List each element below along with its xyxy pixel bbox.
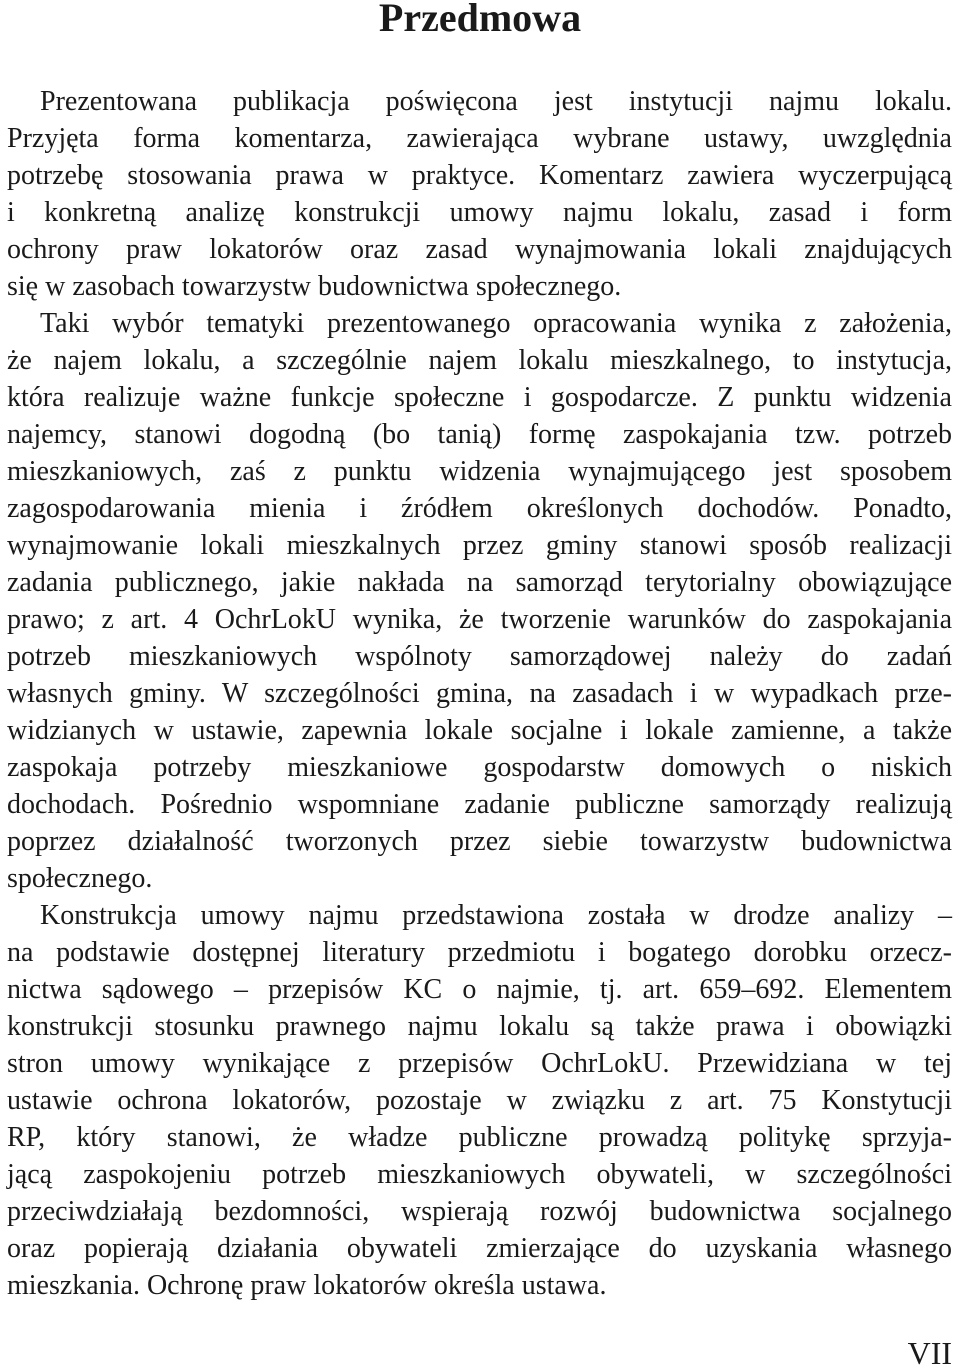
paragraph-3 <box>7 897 952 1304</box>
text-line: Konstrukcja umowy najmu przedstawiona została w drodze analizy – <box>40 900 952 931</box>
text-line: zadania publicznego, jakie nakłada na samorząd terytorialny obowiązujące <box>7 567 952 598</box>
text-line: jącą zaspokojeniu potrzeb mieszkaniowych obywateli, w szczególności <box>7 1159 952 1190</box>
text-line: RP, który stanowi, że władze publiczne prowadzą politykę sprzyja- <box>7 1122 952 1153</box>
text-line: społecznego. <box>7 863 153 894</box>
text-line: prawo; z art. 4 OchrLokU wynika, że tworzenie warunków do zaspokajania <box>7 604 952 635</box>
text-line: mieszkaniowych, zaś z punktu widzenia wynajmującego jest sposobem <box>7 456 952 487</box>
text-line: najemcy, stanowi dogodną (bo tanią) formę zaspokajania tzw. potrzeb <box>7 419 952 450</box>
text-line: przeciwdziałają bezdomności, wspierają rozwój budownictwa socjalnego <box>7 1196 952 1227</box>
text-line: i konkretną analizę konstrukcji umowy najmu lokalu, zasad i form <box>7 197 952 228</box>
text-line: stron umowy wynikające z przepisów OchrLokU. Przewidziana w tej <box>7 1048 952 1079</box>
body-text <box>7 83 952 1304</box>
paragraph-2 <box>7 305 952 897</box>
text-line: poprzez działalność tworzonych przez siebie towarzystw budownictwa <box>7 826 952 857</box>
text-line: nictwa sądowego – przepisów KC o najmie, tj. art. 659–692. Elementem <box>7 974 952 1005</box>
text-line: wynajmowanie lokali mieszkalnych przez gminy stanowi sposób realizacji <box>7 530 952 561</box>
text-line: na podstawie dostępnej literatury przedmiotu i bogatego dorobku orzecz- <box>7 937 952 968</box>
text-line: dochodach. Pośrednio wspomniane zadanie publiczne samorządy realizują <box>7 789 952 820</box>
text-line: konstrukcji stosunku prawnego najmu lokalu są także prawa i obowiązki <box>7 1011 952 1042</box>
text-line: się w zasobach towarzystw budownictwa społecznego. <box>7 271 622 302</box>
text-line: która realizuje ważne funkcje społeczne i gospodarcze. Z punktu widzenia <box>7 382 952 413</box>
text-line: potrzeb mieszkaniowych wspólnoty samorządowej należy do zadań <box>7 641 952 672</box>
text-line: własnych gminy. W szczególności gmina, na zasadach i w wypadkach prze- <box>7 678 952 709</box>
text-line: Prezentowana publikacja poświęcona jest instytucji najmu lokalu. <box>40 86 952 117</box>
text-line: mieszkania. Ochronę praw lokatorów określa ustawa. <box>7 1270 607 1301</box>
text-line: że najem lokalu, a szczególnie najem lokalu mieszkalnego, to instytucja, <box>7 345 952 376</box>
text-line: ustawie ochrona lokatorów, pozostaje w związku z art. 75 Konstytucji <box>7 1085 952 1116</box>
text-line: ochrony praw lokatorów oraz zasad wynajmowania lokali znajdujących <box>7 234 952 265</box>
page-number: VII <box>907 1335 952 1371</box>
text-line: zagospodarowania mienia i źródłem określonych dochodów. Ponadto, <box>7 493 952 524</box>
text-line: Taki wybór tematyki prezentowanego opracowania wynika z założenia, <box>40 308 952 339</box>
text-line: oraz popierają działania obywateli zmierzające do uzyskania własnego <box>7 1233 952 1264</box>
text-line: widzianych w ustawie, zapewnia lokale socjalne i lokale zamienne, a także <box>7 715 952 746</box>
text-line: zaspokaja potrzeby mieszkaniowe gospodarstw domowych o niskich <box>7 752 952 783</box>
text-line: Przyjęta forma komentarza, zawierająca wybrane ustawy, uwzględnia <box>7 123 952 154</box>
text-line: potrzebę stosowania prawa w praktyce. Komentarz zawiera wyczerpującą <box>7 160 952 191</box>
page-title: Przedmowa <box>378 0 582 40</box>
paragraph-1 <box>7 83 952 305</box>
